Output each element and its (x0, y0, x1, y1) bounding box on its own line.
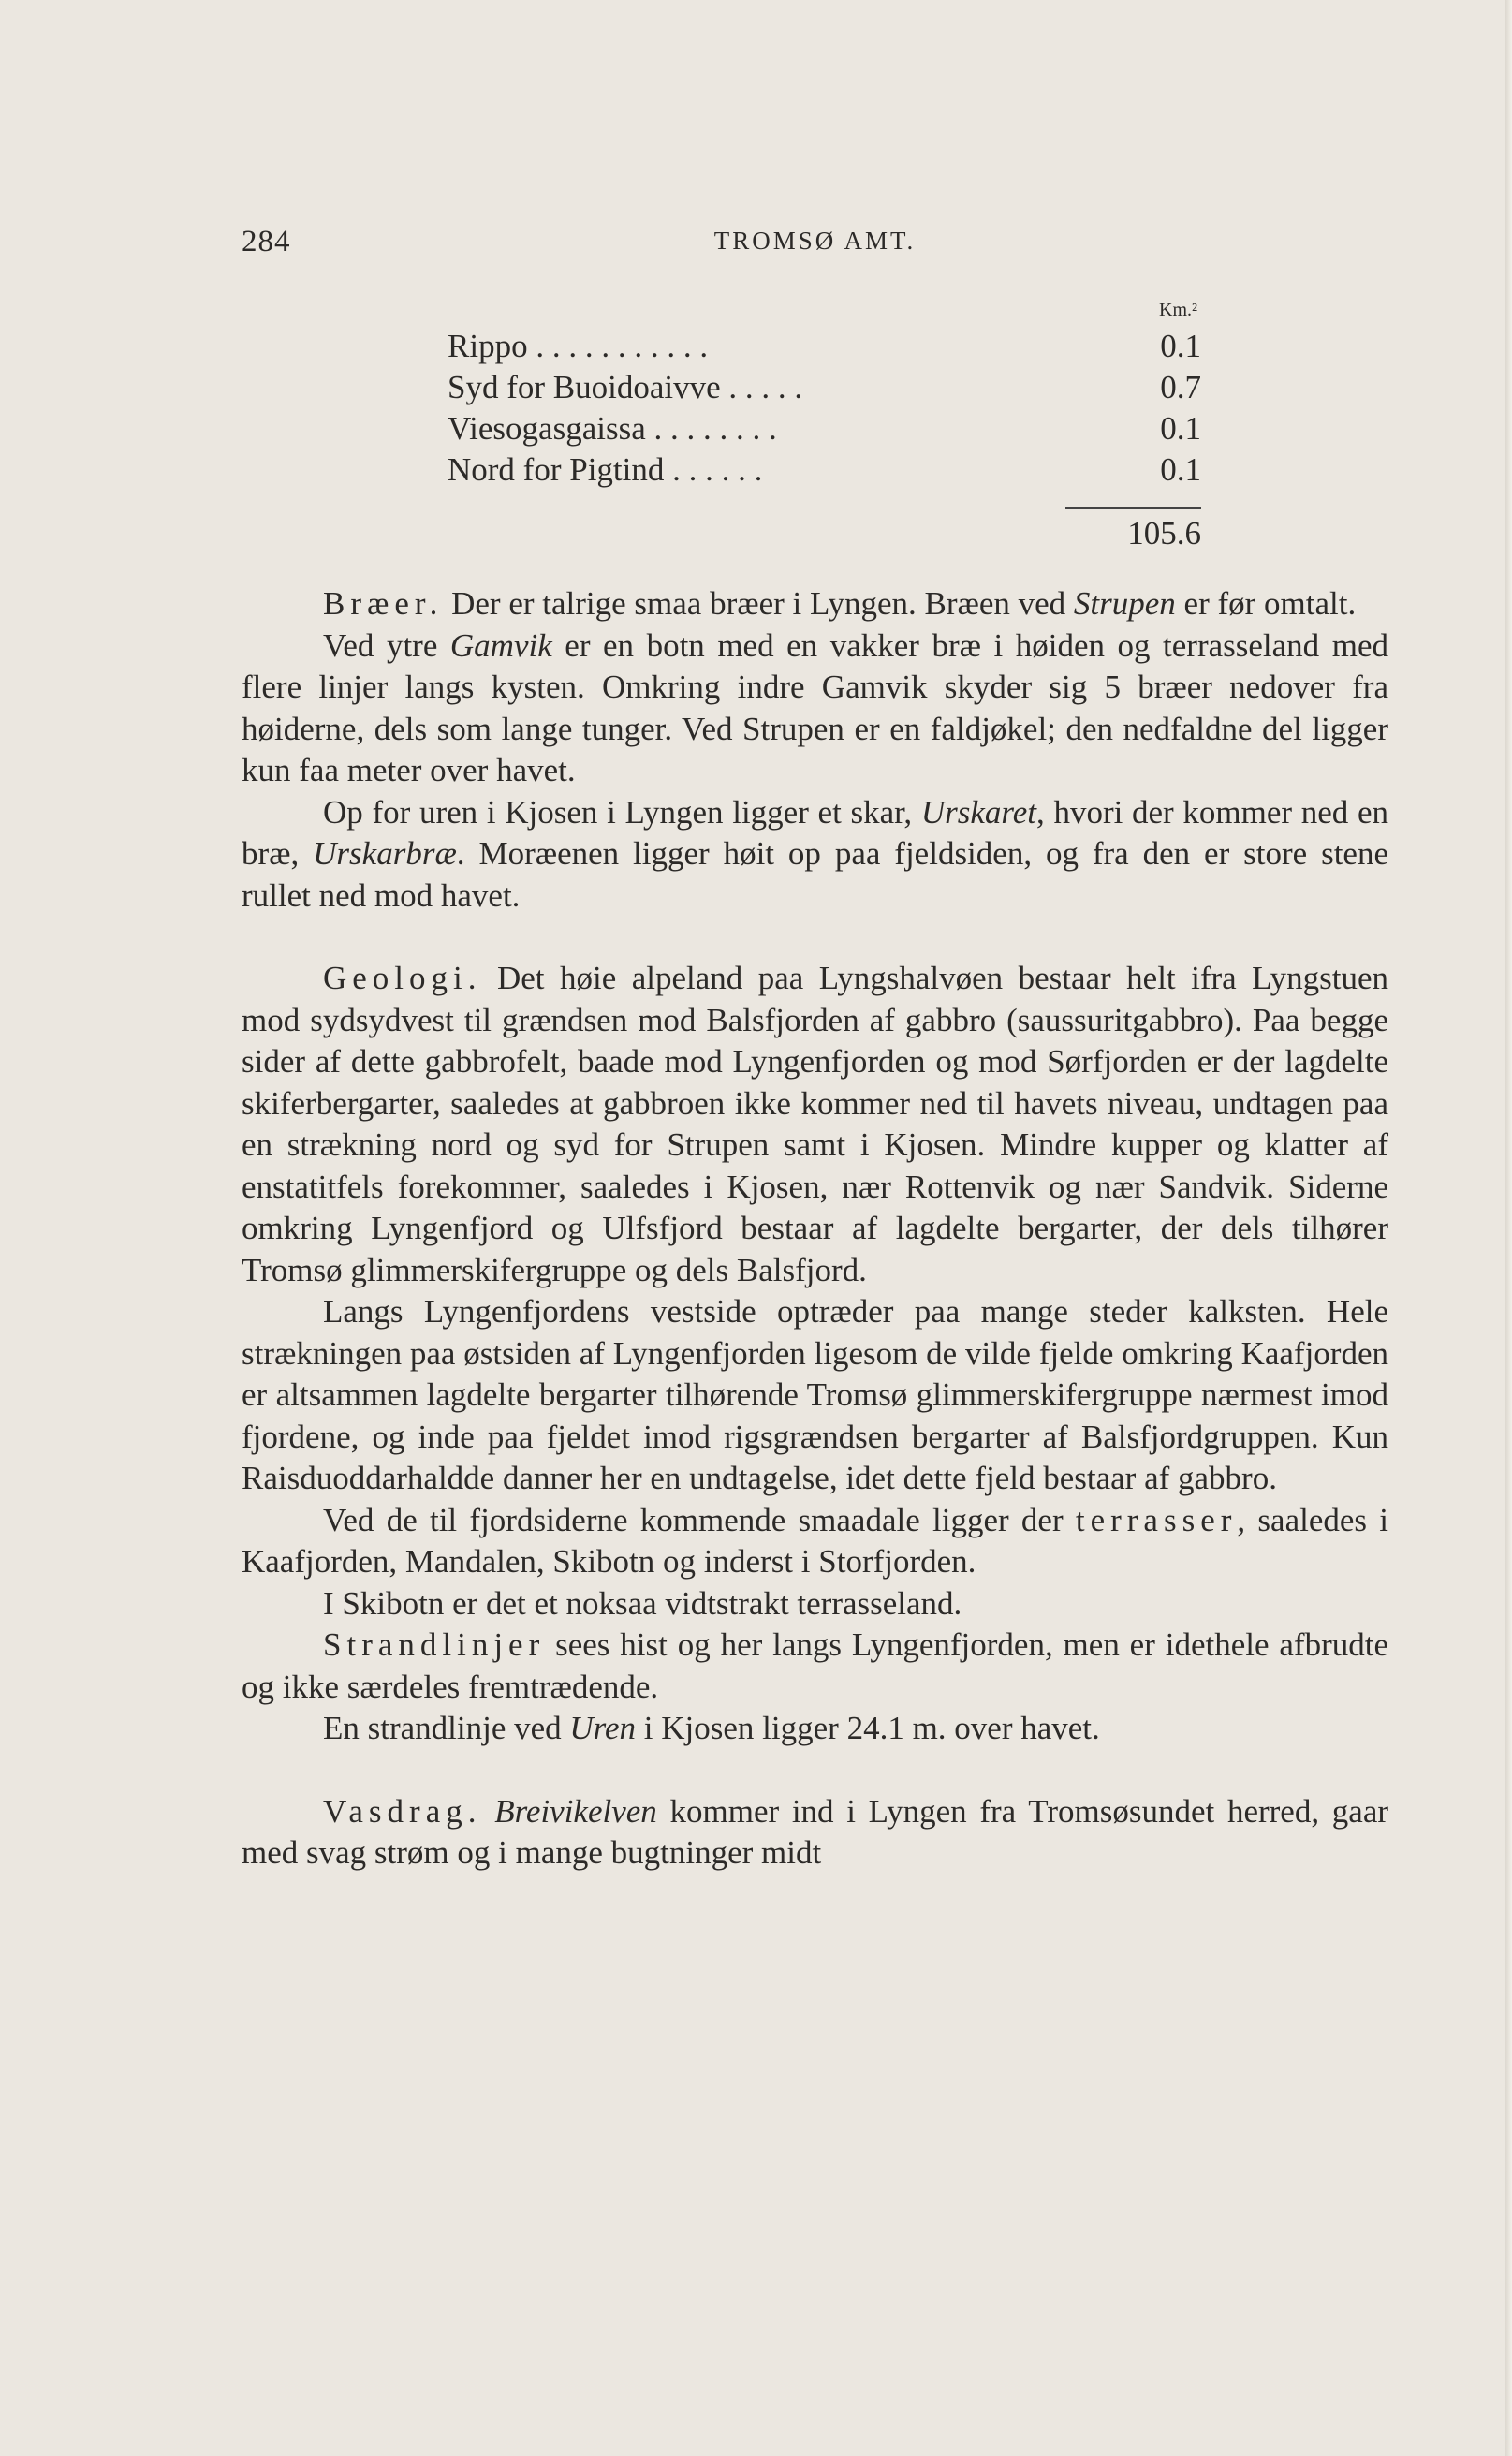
place-name: Gamvik (449, 626, 552, 664)
section-heading: Bræer. (323, 585, 444, 622)
text-span: Der er talrige smaa bræer i Lyngen. Bræen ved (443, 585, 1074, 622)
text-span: , saaledes i Kaafjorden, Mandalen, Skibotn og inderst i Storfjorden. (242, 1501, 1388, 1580)
text-span: En strandlinje ved (323, 1710, 570, 1746)
paragraph-terrasser (242, 1500, 1388, 1583)
place-name: Strupen (1073, 585, 1176, 622)
paragraph-kjosen (242, 792, 1388, 918)
section-heading: Vasdrag. (323, 1792, 482, 1830)
paragraph-braeer (242, 583, 1388, 625)
text-span: Ved de til fjordsiderne kommende smaadale ligger der (323, 1501, 1076, 1538)
emphasis-term: Strandlinjer (323, 1626, 546, 1663)
text-span: Det høie alpeland paa Lyngshalvøen bestaar helt ifra Lyngstuen mod sydsydvest til grændsen mod Balsfjorden af gabbro (saussuritgabbro). Paa begge sider af dette gabbrofelt, baade mod Lyngenfjorden og mod Sørfjorden er der lagdelte skiferbergarter, saaledes at gabbroen ikke kommer ned til havets niveau, undtagen paa en strækning nord og syd for Strupen samt i Kjosen. Mindre kupper og klatter af enstatitfels forekommer, saaledes i Kjosen, nær Rottenvik og nær Sandvik. Siderne omkring Lyngenfjord og Ulfsfjord bestaar af lagdelte bergarter, der dels tilhører Tromsø glimmerskifergruppe og dels Balsfjord. (242, 960, 1388, 1288)
text-span: Ved ytre (323, 626, 450, 664)
body-text (242, 583, 1388, 1875)
page-number: 284 (242, 225, 291, 258)
section-heading: Geologi. (323, 960, 482, 996)
page-edge (1505, 0, 1512, 2456)
place-name: Urskaret (920, 793, 1036, 831)
place-name: Urskarbræ (313, 835, 457, 872)
place-name: Breivikelven (494, 1792, 657, 1830)
text-span: Op for uren i Kjosen i Lyngen ligger et skar, (323, 793, 921, 831)
table-row (448, 369, 1201, 410)
paragraph-vasdrag (242, 1791, 1388, 1875)
row-value: 0.1 (1160, 410, 1201, 447)
paragraph-kalksten (242, 1291, 1388, 1500)
text-span: , hvori der kommer ned en bræ, (242, 793, 1388, 872)
page-header (242, 225, 1388, 262)
text-span: i Kjosen ligger 24.1 m. over havet. (636, 1710, 1100, 1746)
paragraph-geologi (242, 958, 1388, 1291)
table-total-row (448, 515, 1201, 556)
row-name: Nord for Pigtind . . . . . . (448, 451, 763, 488)
paragraph-uren (242, 1708, 1388, 1750)
text-span: I Skibotn er det et noksaa vidtstrakt terrasseland. (323, 1584, 962, 1622)
running-head: TROMSØ AMT. (713, 227, 917, 255)
total-rule (1065, 507, 1201, 509)
text-span (482, 1793, 495, 1830)
text-span: er før omtalt. (1175, 585, 1357, 622)
table-row (448, 410, 1201, 451)
table-row (448, 451, 1201, 493)
text-span: Langs Lyngenfjordens vestside optræder paa mange steder kalksten. Hele strækningen paa østsiden af Lyngenfjorden ligesom de vilde fjelde omkring Kaafjorden er altsammen lagdelte bergarter tilhørende Tromsø glimmerskifergruppe nærmest imod fjordene, og inde paa fjeldet imod rigsgrændsen bergarter af Balsfjordgruppen. Kun Raisduoddarhaldde danner her en undtagelse, idet dette fjeld bestaar af gabbro. (242, 1293, 1388, 1496)
row-name: Viesogasgaissa . . . . . . . . (448, 410, 777, 447)
paragraph-strandlinjer (242, 1625, 1388, 1708)
row-value: 0.1 (1160, 328, 1201, 364)
total-value: 105.6 (1127, 515, 1201, 551)
row-name: Rippo . . . . . . . . . . . (448, 328, 709, 364)
text-span: er en botn med en vakker bræ i høiden og terrasseland med flere linjer langs kysten. Omkring indre Gamvik skyder sig 5 bræer nedover fra høiderne, dels som lange tunger. Ved Strupen er en faldjøkel; den nedfaldne del ligger kun faa meter over havet. (242, 626, 1388, 788)
emphasis-term: terrasser (1075, 1501, 1238, 1538)
row-value: 0.7 (1160, 369, 1201, 405)
paragraph-skibotn (242, 1583, 1388, 1625)
text-span: sees hist og her langs Lyngenfjorden, men er idethele afbrudte og ikke særdeles fremtrædende. (242, 1626, 1388, 1705)
row-name: Syd for Buoidoaivve . . . . . (448, 369, 803, 405)
unit-label: Km.² (1159, 300, 1197, 320)
paragraph-gamvik (242, 625, 1388, 792)
text-span: kommer ind i Lyngen fra Tromsøsundet herred, gaar med svag strøm og i mange bugtninger midt (242, 1792, 1389, 1871)
text-span: . Moræenen ligger høit op paa fjeldsiden, og fra den er store stene rullet ned mod havet. (242, 835, 1388, 914)
place-name: Uren (569, 1710, 637, 1746)
table-row (448, 328, 1201, 369)
row-value: 0.1 (1160, 451, 1201, 488)
